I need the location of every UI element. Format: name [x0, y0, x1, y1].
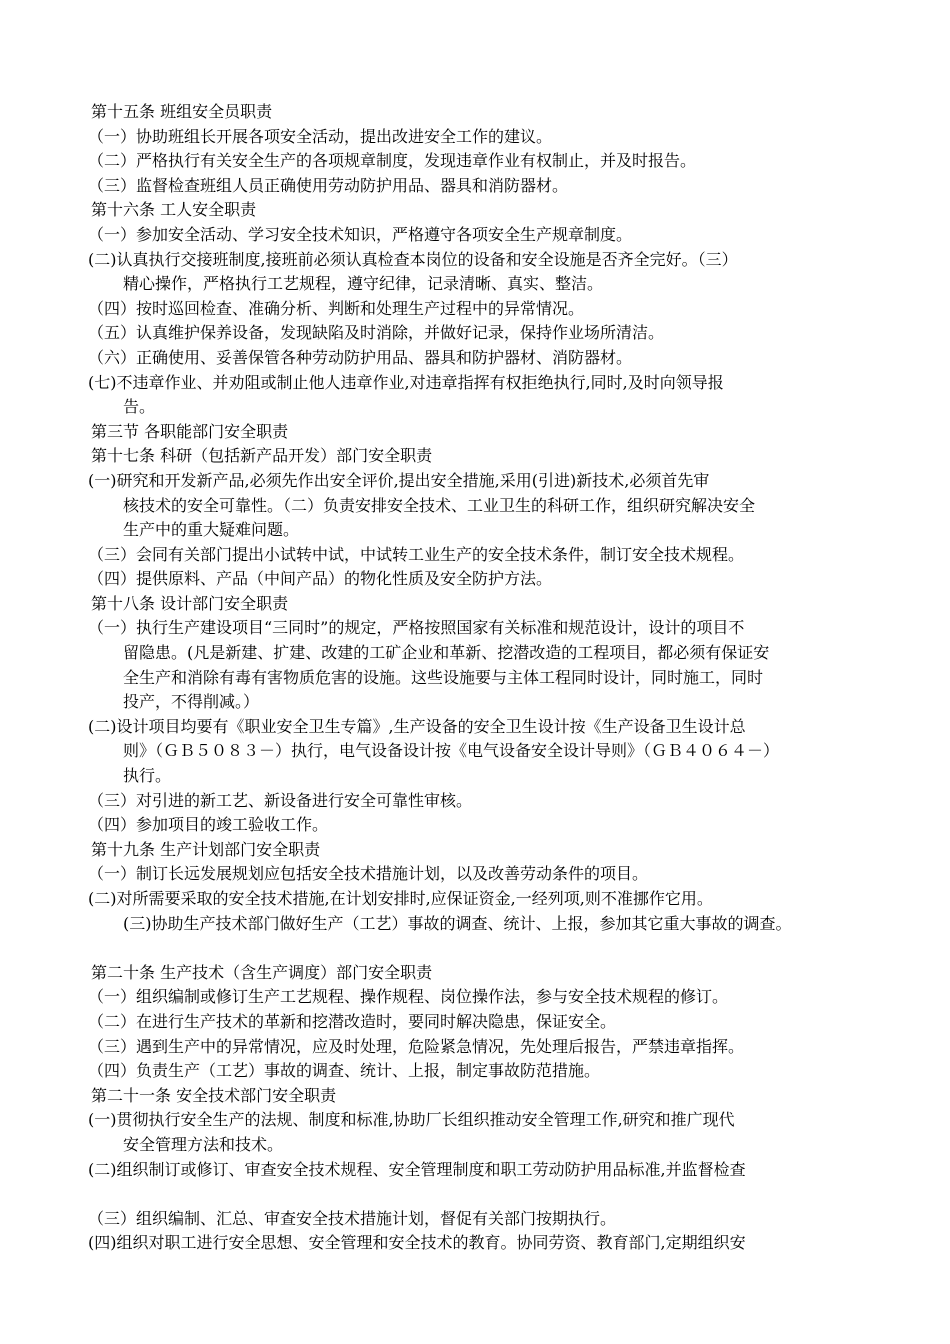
clause-item: （一）制订长远发展规划应包括安全技术措施计划，以及改善劳动条件的项目。	[88, 864, 649, 884]
clause-item: （四）参加项目的竣工验收工作。	[88, 815, 329, 835]
clause-continuation: (三)协助生产技术部门做好生产（工艺）事故的调查、统计、上报，参加其它重大事故的调查。	[123, 913, 792, 933]
clause-continuation: 投产，不得削减。）	[123, 692, 260, 712]
clause-item: （四）提供原料、产品（中间产品）的物化性质及安全防护方法。	[88, 569, 553, 589]
clause-item: (一)研究和开发新产品,必须先作出安全评价,提出安全措施,采用(引进)新技术,必须首先审	[88, 470, 710, 490]
clause-item: （五）认真维护保养设备，发现缺陷及时消除，并做好记录，保持作业场所清洁。	[88, 323, 665, 343]
clause-item: (四)组织对职工进行安全思想、安全管理和安全技术的教育。协同劳资、教育部门,定期组织安	[88, 1233, 746, 1253]
article-heading: 第二十条 生产技术（含生产调度）部门安全职责	[91, 962, 433, 982]
clause-item: (二)组织制订或修订、审查安全技术规程、安全管理制度和职工劳动防护用品标准,并监督检查	[88, 1159, 746, 1179]
clause-item: (七)不违章作业、并劝阻或制止他人违章作业,对违章指挥有权拒绝执行,同时,及时向领导报	[88, 372, 724, 392]
article-heading: 第二十一条 安全技术部门安全职责	[91, 1085, 337, 1105]
clause-continuation: 留隐患。(凡是新建、扩建、改建的工矿企业和革新、挖潜改造的工程项目，都必须有保证安	[123, 643, 770, 663]
clause-item: （一）参加安全活动、学习安全技术知识，严格遵守各项安全生产规章制度。	[88, 224, 633, 244]
clause-item: （二）在进行生产技术的革新和挖潜改造时，要同时解决隐患，保证安全。	[88, 1011, 617, 1031]
clause-item: （三）对引进的新工艺、新设备进行安全可靠性审核。	[88, 790, 473, 810]
clause-item: （一）协助班组长开展各项安全活动，提出改进安全工作的建议。	[88, 126, 553, 146]
blank-line	[88, 936, 880, 961]
article-heading: 第十五条 班组安全员职责	[91, 102, 273, 121]
article-heading: 第十九条 生产计划部门安全职责	[91, 839, 321, 859]
clause-item: （一）组织编制或修订生产工艺规程、操作规程、岗位操作法，参与安全技术规程的修订。	[88, 987, 729, 1007]
clause-item: （二）严格执行有关安全生产的各项规章制度，发现违章作业有权制止，并及时报告。	[88, 151, 697, 171]
clause-item: (二)对所需要采取的安全技术措施,在计划安排时,应保证资金,一经列项,则不准挪作它用。	[88, 889, 713, 908]
clause-continuation: 告。	[123, 397, 156, 417]
clause-item: (一)贯彻执行安全生产的法规、制度和标准,协助厂长组织推动安全管理工作,研究和推广现代	[88, 1110, 735, 1130]
clause-item: （三）会同有关部门提出小试转中试，中试转工业生产的安全技术条件，制订安全技术规程。	[88, 544, 745, 564]
clause-item: （四）负责生产（工艺）事故的调查、统计、上报，制定事故防范措施。	[88, 1061, 601, 1081]
clause-item: （三）组织编制、汇总、审查安全技术措施计划，督促有关部门按期执行。	[88, 1208, 617, 1228]
clause-continuation: 则》（ＧＢ５０８３－）执行，电气设备设计按《电气设备安全设计导则》（ＧＢ４０６４－）	[123, 741, 780, 761]
clause-continuation: 生产中的重大疑难问题。	[123, 520, 300, 540]
clause-continuation: 核技术的安全可靠性。（二）负责安排安全技术、工业卫生的科研工作，组织研究解决安全	[123, 495, 756, 515]
article-heading: 第三节 各职能部门安全职责	[91, 421, 289, 441]
clause-item: （三）遇到生产中的异常情况，应及时处理，危险紧急情况，先处理后报告，严禁违章指挥。	[88, 1036, 745, 1056]
clause-item: （四）按时巡回检查、准确分析、判断和处理生产过程中的异常情况。	[88, 298, 585, 318]
article-heading: 第十六条 工人安全职责	[91, 200, 257, 220]
clause-continuation: 精心操作，严格执行工艺规程，遵守纪律，记录清晰、真实、整洁。	[123, 274, 604, 294]
article-heading: 第十七条 科研（包括新产品开发）部门安全职责	[91, 446, 433, 466]
clause-item: （一）执行生产建设项目“三同时”的规定，严格按照国家有关标准和规范设计，设计的项目不	[88, 618, 745, 638]
clause-item: （三）监督检查班组人员正确使用劳动防护用品、器具和消防器材。	[88, 175, 569, 195]
blank-line	[88, 1182, 880, 1207]
clause-continuation: 安全管理方法和技术。	[123, 1134, 284, 1154]
article-heading: 第十八条 设计部门安全职责	[91, 593, 289, 613]
clause-item: （六）正确使用、妥善保管各种劳动防护用品、器具和防护器材、消防器材。	[88, 347, 633, 367]
clause-item: (二)认真执行交接班制度,接班前必须认真检查本岗位的设备和安全设施是否齐全完好。（三）	[88, 249, 738, 269]
document-body	[88, 100, 880, 1256]
clause-continuation: 执行。	[123, 766, 172, 786]
clause-item: (二)设计项目均要有《职业安全卫生专篇》,生产设备的安全卫生设计按《生产设备卫生设计总	[88, 716, 746, 736]
clause-continuation: 全生产和消除有毒有害物质危害的设施。这些设施要与主体工程同时设计，同时施工，同时	[123, 667, 764, 687]
